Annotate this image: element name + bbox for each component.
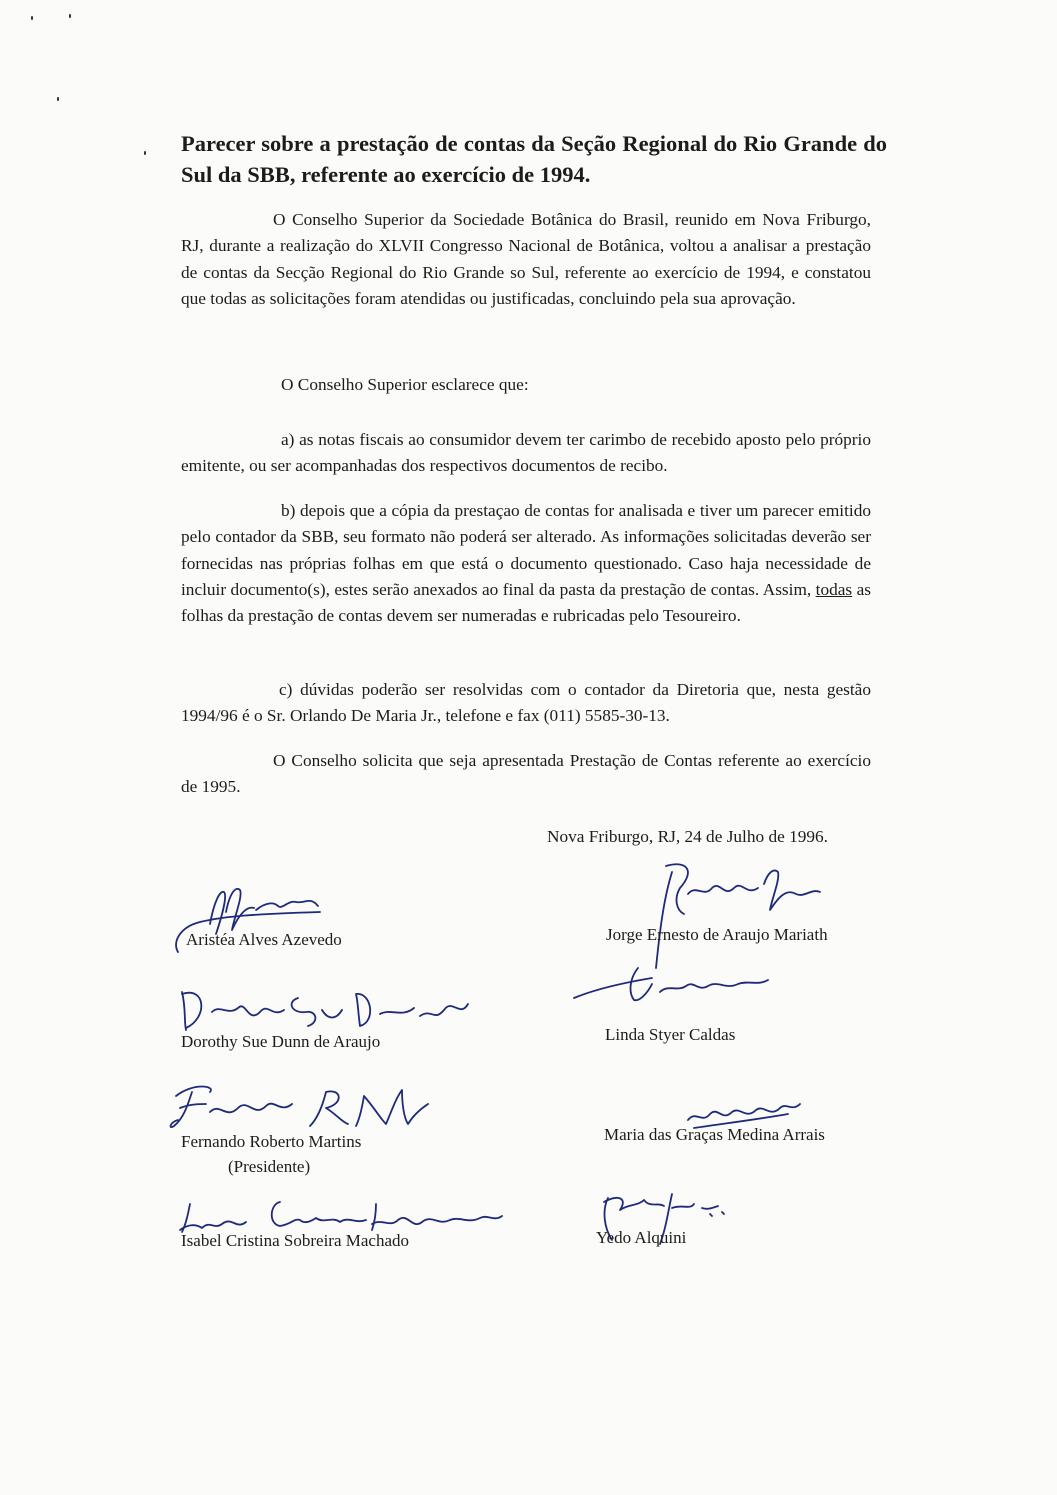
paragraph-intro: O Conselho Superior da Sociedade Botânica do Brasil, reunido em Nova Friburgo, RJ, durante a realização do XLVII Congresso Nacional de Botânica, voltou a analisar a prestação de contas da Secção Regional do Rio Grande so Sul, referente ao exercício de 1994, e constatou que todas as solicitações foram atendidas ou justificadas, concluindo pela sua aprovação. [181,210,871,308]
scan-speck [69,14,71,18]
scan-speck [144,151,146,155]
item-a: a) as notas fiscais ao consumidor devem ter carimbo de recebido aposto pelo próprio emitente, ou ser acompanhadas dos respectivos documentos de recibo. [181,430,871,476]
signature-jorge [636,858,836,978]
signatory-name-aristea: Aristéa Alves Azevedo [186,930,342,949]
item-b-text-2: as folhas da prestação de contas devem ser numeradas e rubricadas pelo Tesoureiro. [181,579,872,626]
item-b-emphasis: todas [815,579,853,599]
item-b-text-1: b) depois que a cópia da prestaçao de contas for analisada e tiver um parecer emitido pelo contador da SBB, seu formato não poderá ser alterado. As informações solicitadas deverão ser fornecidas nas próprias folhas em que está o documento questionado. Caso haja necessidade de incluir documento(s), estes serão anexados ao final da pasta da prestação de contas. Assim, [181,501,871,599]
dateline: Nova Friburgo, RJ, 24 de Julho de 1996. [547,827,828,846]
item-b [181,498,871,629]
signatory-name-fernando: Fernando Roberto Martins [181,1132,362,1151]
scan-speck [31,16,33,20]
paragraph-request: O Conselho solicita que seja apresentada Prestação de Contas referente ao exercício de 1995. [181,751,871,797]
signatory-role-president: (Presidente) [228,1157,311,1176]
scan-speck [57,97,59,101]
signatory-name-linda: Linda Styer Caldas [605,1025,736,1044]
signatory-name-jorge: Jorge Ernesto de Araujo Mariath [606,925,828,944]
signatory-name-yedo: Yedo Alquini [596,1228,687,1247]
document-title: Parecer sobre a prestação de contas da Seção Regional do Rio Grande do Sul da SBB, referente ao exercício de 1994. [181,131,887,187]
signatory-name-isabel: Isabel Cristina Sobreira Machado [181,1231,410,1250]
signature-linda [568,962,788,1008]
signatory-name-maria: Maria das Graças Medina Arrais [604,1125,825,1144]
signatory-name-dorothy: Dorothy Sue Dunn de Araujo [181,1032,381,1051]
paragraph-clarifies: O Conselho Superior esclarece que: [281,375,529,394]
item-c: c) dúvidas poderão ser resolvidas com o contador da Diretoria que, nesta gestão 1994/96 é o Sr. Orlando De Maria Jr., telefone e fax (011) 5585-30-13. [181,680,871,726]
